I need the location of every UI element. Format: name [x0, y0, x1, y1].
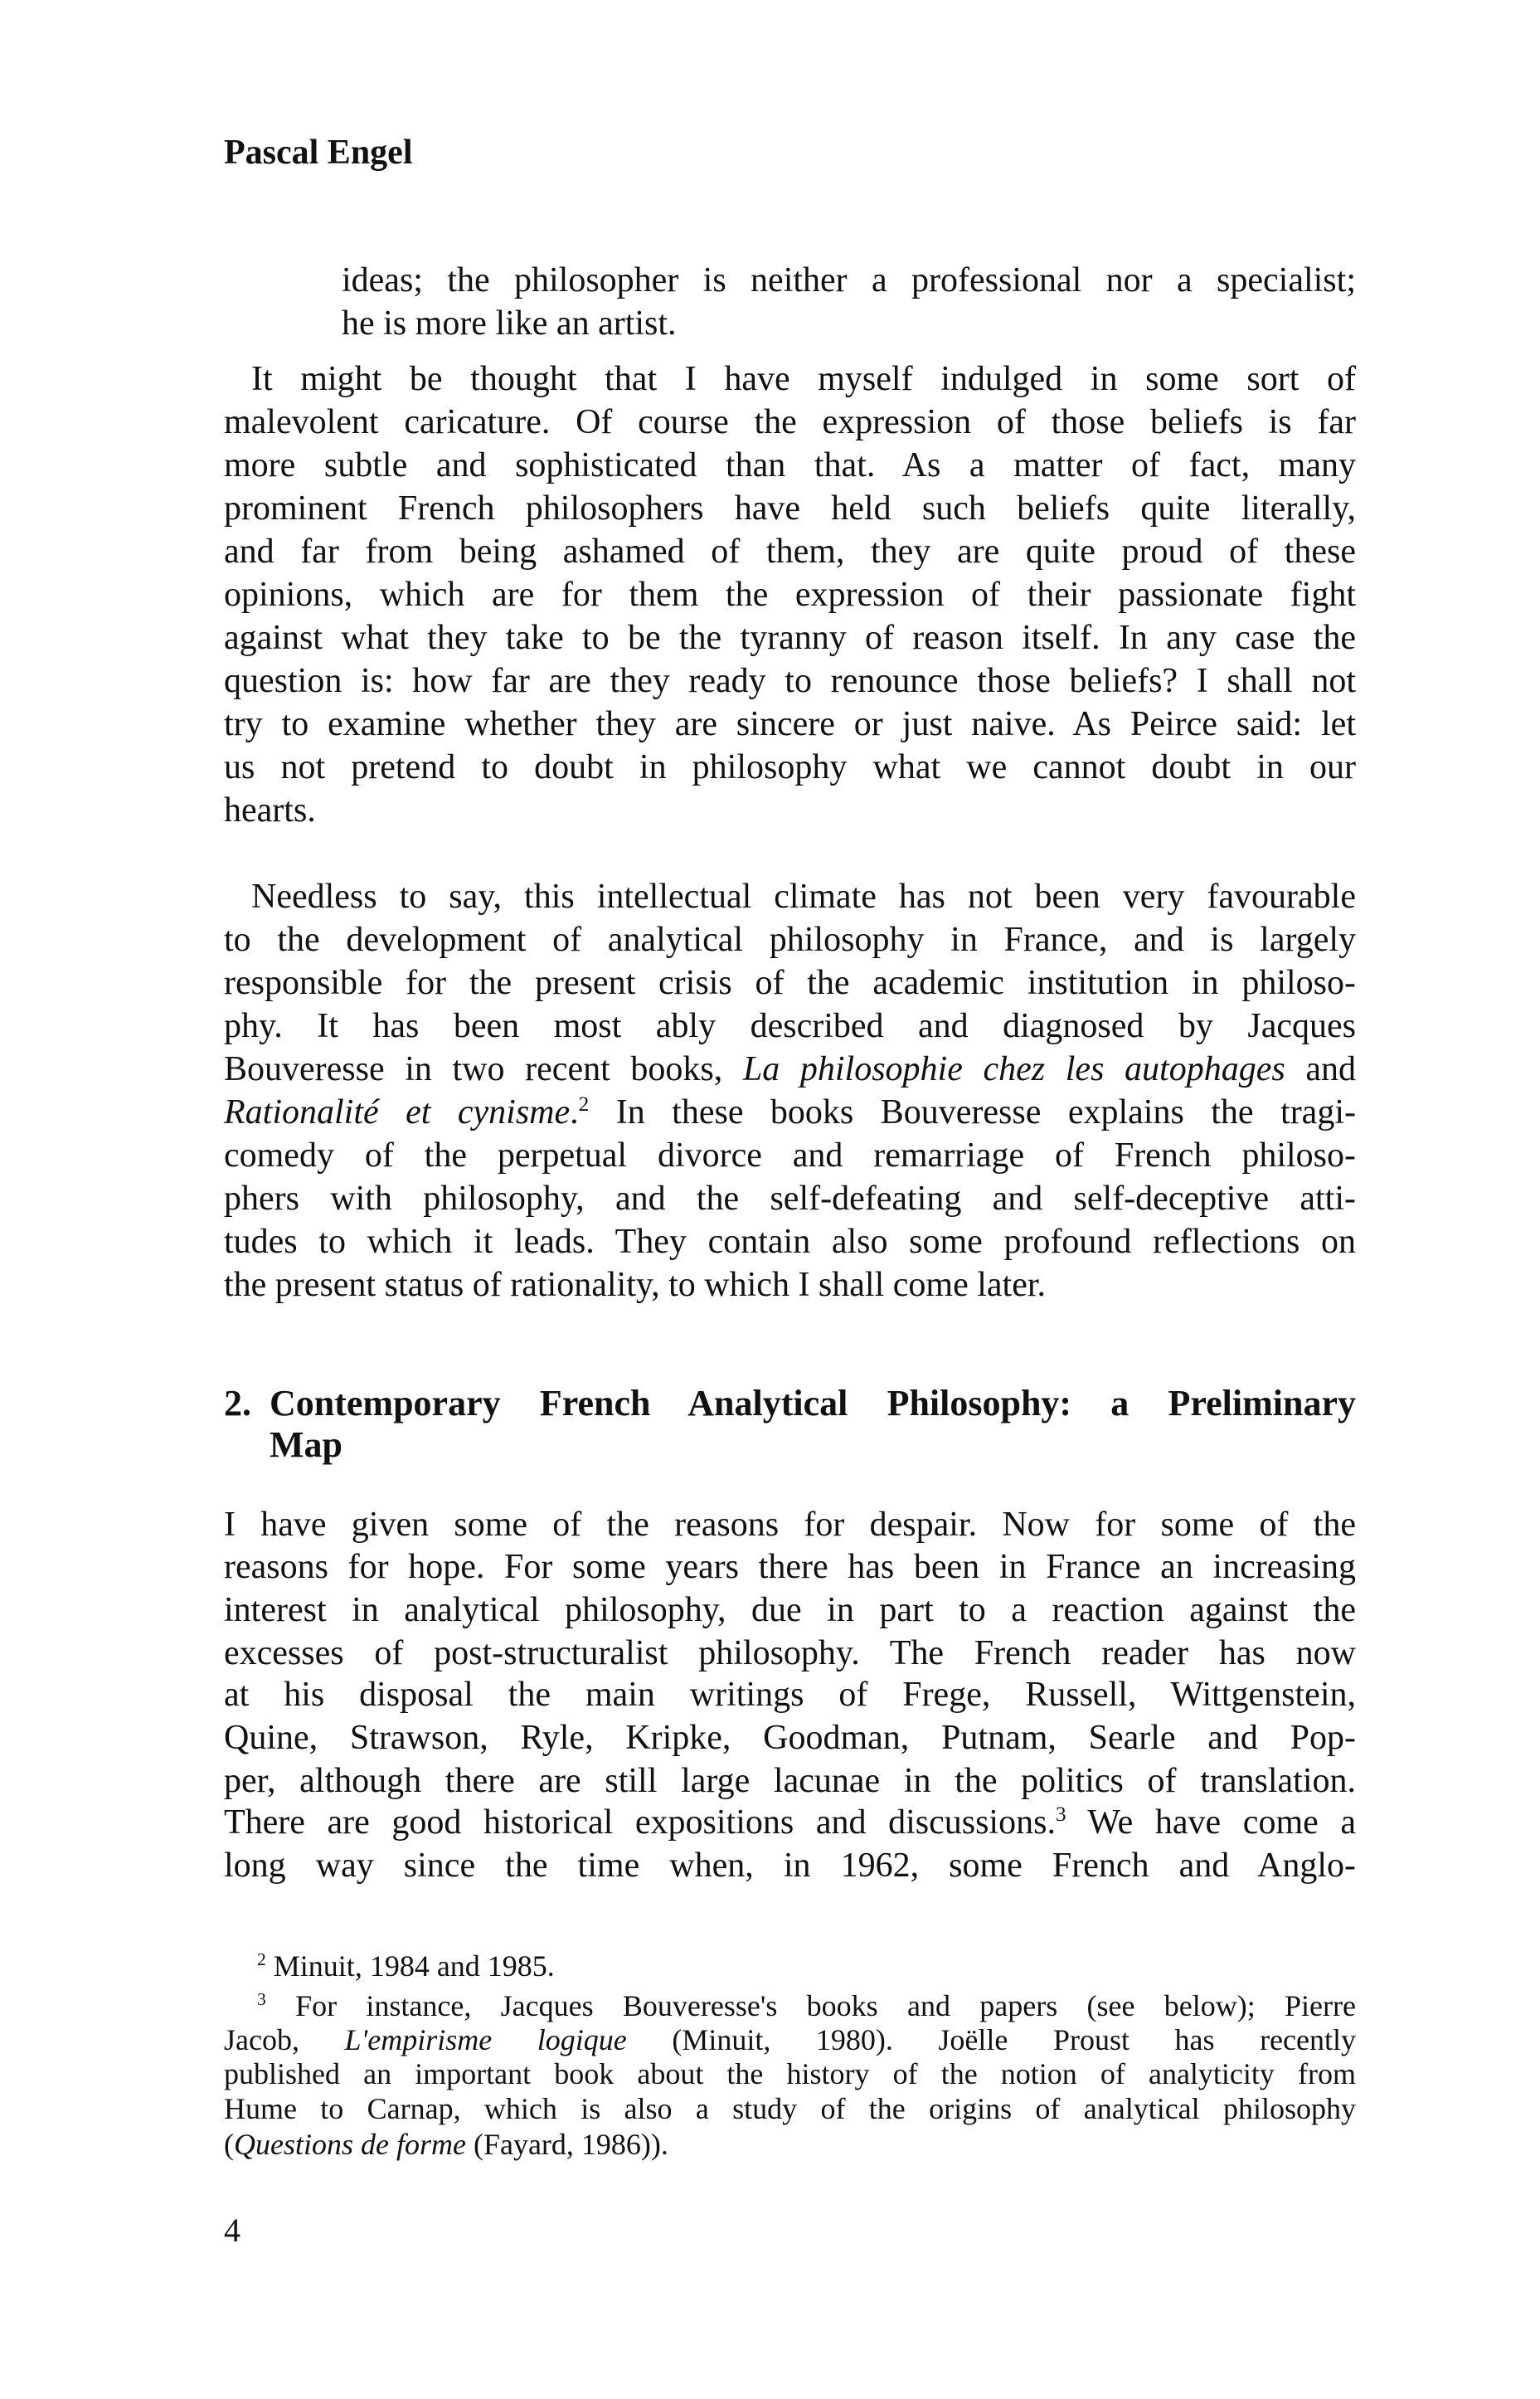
text-line — [224, 2127, 1356, 2162]
text-line: comedy of the perpetual divorce and remarriage of French philoso- — [224, 1136, 1356, 1175]
footnote-mark: 2 — [257, 1949, 266, 1969]
book-title: Rationalité et cynisme — [224, 1093, 571, 1131]
text-line: I have given some of the reasons for despair. Now for some of the — [224, 1506, 1356, 1544]
text-line: opinions, which are for them the expression of their passionate fight — [224, 576, 1356, 614]
text-line: Hume to Carnap, which is also a study of the origins of analytical philosophy — [224, 2092, 1356, 2125]
section-title: Contemporary French Analytical Philosophy: a Preliminary — [270, 1383, 1356, 1423]
text-line — [224, 1091, 1356, 1134]
footnote-3 — [224, 1988, 1356, 2023]
text-line: more subtle and sophisticated than that. As a matter of fact, many — [224, 446, 1356, 484]
footnote-2 — [224, 1949, 1356, 1983]
page-number: 4 — [224, 2212, 240, 2249]
footnote-mark: 3 — [257, 1989, 266, 2009]
text: Jacob, — [224, 2023, 345, 2056]
footnote-ref: 2 — [578, 1093, 590, 1116]
text-line: and far from being ashamed of them, they are quite proud of these — [224, 533, 1356, 571]
text-line: question is: how far are they ready to renounce those beliefs? I shall not — [224, 662, 1356, 700]
text: Bouveresse in two recent books, — [224, 1050, 743, 1088]
text: For instance, Jacques Bouveresse's books and papers (see below); Pierre — [265, 1989, 1356, 2022]
footnote-ref: 3 — [1055, 1803, 1066, 1826]
text-line: reasons for hope. For some years there has been in France an increasing — [224, 1548, 1356, 1586]
text-line: Quine, Strawson, Ryle, Kripke, Goodman, Putnam, Searle and Pop- — [224, 1719, 1356, 1757]
text-line: responsible for the present crisis of the academic institution in philoso- — [224, 964, 1356, 1002]
text-line: tudes to which it leads. They contain also some profound reflections on — [224, 1223, 1356, 1261]
text-line: interest in analytical philosophy, due in part to a reaction against the — [224, 1591, 1356, 1629]
text-line: phers with philosophy, and the self-defeating and self-deceptive atti- — [224, 1180, 1356, 1218]
text-line: he is more like an artist. — [342, 304, 677, 343]
text-line: to the development of analytical philosophy in France, and is largely — [224, 921, 1356, 959]
book-title: La philosophie chez les autophages — [742, 1050, 1285, 1088]
text: (Fayard, 1986)). — [465, 2128, 668, 2161]
text-line: It might be thought that I have myself indulged in some sort of — [251, 360, 1356, 398]
text: We have come a — [1066, 1803, 1356, 1842]
text: . — [570, 1093, 579, 1131]
running-head: Pascal Engel — [224, 134, 413, 172]
text-line: against what they take to be the tyranny of reason itself. In any case the — [224, 619, 1356, 657]
text-line: long way since the time when, in 1962, some French and Anglo- — [224, 1847, 1356, 1885]
text: In these books Bouveresse explains the tragi- — [589, 1093, 1356, 1131]
section-number: 2. — [224, 1383, 251, 1423]
text-line: excesses of post-structuralist philosophy. The French reader has now — [224, 1634, 1356, 1672]
section-title: Map — [270, 1424, 342, 1465]
text: (Minuit, 1980). Joëlle Proust has recently — [626, 2023, 1356, 2056]
text-line — [224, 1048, 1356, 1091]
text-line: ideas; the philosopher is neither a professional nor a specialist; — [342, 261, 1356, 299]
text-line: the present status of rationality, to which I shall come later. — [224, 1266, 1046, 1304]
text: Minuit, 1984 and 1985. — [265, 1949, 555, 1983]
text-line: Needless to say, this intellectual climate has not been very favourable — [251, 878, 1356, 916]
text-line: per, although there are still large lacunae in the politics of translation. — [224, 1762, 1356, 1800]
text-line: us not pretend to doubt in philosophy what we cannot doubt in our — [224, 748, 1356, 786]
text: ( — [224, 2128, 234, 2161]
book-title: Questions de forme — [234, 2128, 466, 2161]
text: There are good historical expositions and discussions. — [224, 1803, 1056, 1842]
text-line: prominent French philosophers have held such beliefs quite literally, — [224, 489, 1356, 528]
text-line: at his disposal the main writings of Frege, Russell, Wittgenstein, — [224, 1676, 1356, 1714]
text-line — [224, 2022, 1356, 2057]
text-line: published an important book about the history of the notion of analyticity from — [224, 2057, 1356, 2090]
text-line: try to examine whether they are sincere or just naive. As Peirce said: let — [224, 705, 1356, 743]
text-line: malevolent caricature. Of course the expression of those beliefs is far — [224, 403, 1356, 441]
text-line: hearts. — [224, 791, 316, 830]
text-line — [224, 1801, 1356, 1844]
text: and — [1285, 1050, 1356, 1088]
book-title: L'empirisme logique — [344, 2023, 627, 2056]
text-line: phy. It has been most ably described and diagnosed by Jacques — [224, 1007, 1356, 1045]
